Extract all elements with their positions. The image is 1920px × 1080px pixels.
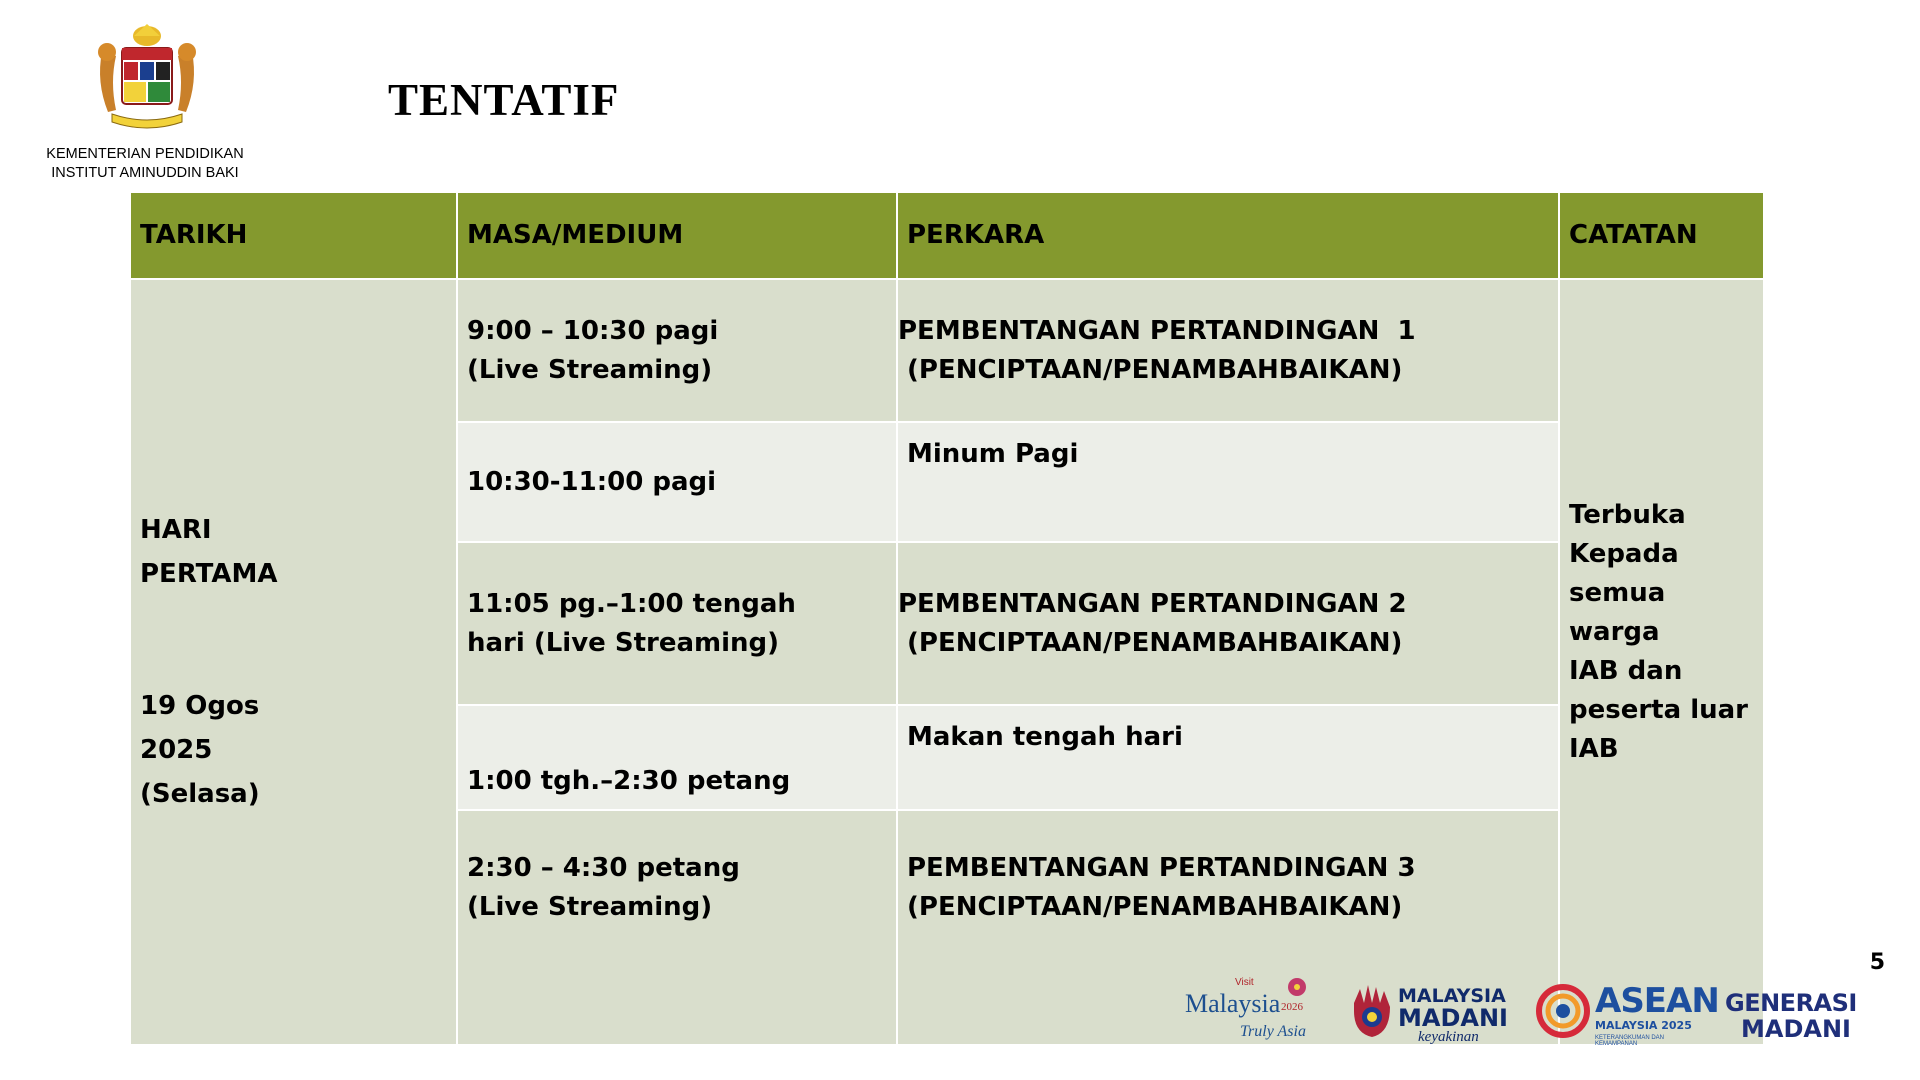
date-cell [130, 279, 457, 1045]
asean-tag-text: KETERANGKUMAN DAN KEMAMPANAN [1595, 1035, 1665, 1047]
item-line: (PENCIPTAAN/PENAMBAHBAIKAN) [898, 627, 1403, 658]
asean-sub-text: MALAYSIA 2025 [1595, 1019, 1692, 1032]
time-line: 1:00 tgh.–2:30 petang [467, 766, 791, 796]
time-line: (Live Streaming) [467, 354, 713, 385]
item-line: PEMBENTANGAN PERTANDINGAN 3 [907, 853, 1416, 883]
item-cell [897, 279, 1559, 422]
page-title: TENTATIF [388, 75, 620, 125]
header-masa-medium: MASA/MEDIUM [457, 192, 897, 279]
notes-cell [1559, 279, 1764, 1045]
asean-swirl-icon [1535, 983, 1591, 1039]
page-number: 5 [1869, 950, 1885, 975]
time-line: (Live Streaming) [467, 892, 713, 922]
item-line: (PENCIPTAAN/PENAMBAHBAIKAN) [907, 892, 1403, 922]
madani-text [1398, 985, 1508, 1032]
notes-line: peserta luar [1569, 694, 1748, 725]
item-cell [897, 705, 1559, 810]
item-line: PEMBENTANGAN PERTANDINGAN 2 [898, 588, 1407, 619]
time-line: 11:05 pg.–1:00 tengah [467, 588, 796, 619]
time-cell [457, 542, 897, 705]
malaysia-text: Malaysia [1185, 989, 1281, 1018]
item-cell [897, 422, 1559, 542]
header-tarikh: TARIKH [130, 192, 457, 279]
ministry-line1: KEMENTERIAN PENDIDIKAN [46, 146, 244, 162]
item-line: (PENCIPTAAN/PENAMBAHBAIKAN) [898, 354, 1403, 385]
header-catatan: CATATAN [1559, 192, 1764, 279]
madani-line2: MADANI [1398, 1004, 1508, 1032]
table-header-row [130, 192, 1764, 279]
visit-malaysia-logo [1185, 975, 1335, 1055]
ministry-name [40, 145, 250, 183]
madani-line1: MALAYSIA [1398, 985, 1506, 1007]
item-cell [897, 542, 1559, 705]
table-row [130, 279, 1764, 422]
date-line: HARI [140, 515, 212, 545]
schedule-table [129, 191, 1765, 1046]
malaysia-madani-logo [1350, 975, 1510, 1055]
hibiscus-icon [1285, 975, 1309, 999]
footer-logos [1185, 975, 1905, 1055]
time-cell [457, 705, 897, 810]
truly-asia-text: Truly Asia [1240, 1023, 1306, 1040]
item-line: PEMBENTANGAN PERTANDINGAN 1 [898, 315, 1416, 346]
asean-text: ASEAN [1595, 981, 1719, 1021]
date-line: 19 Ogos [140, 691, 260, 721]
notes-line: Kepada [1569, 538, 1679, 569]
generasi-text: GENERASI [1725, 989, 1857, 1017]
time-cell [457, 422, 897, 542]
year-text: 2026 [1281, 1001, 1303, 1013]
time-line: 9:00 – 10:30 pagi [467, 315, 719, 346]
notes-line: semua warga [1569, 577, 1666, 647]
generasi-madani-logo [1725, 975, 1890, 1055]
time-line: 10:30-11:00 pagi [467, 466, 717, 497]
generasi-madani-text: MADANI [1741, 1015, 1851, 1043]
madani-hand-icon [1350, 983, 1394, 1039]
date-line: (Selasa) [140, 779, 260, 809]
time-line: 2:30 – 4:30 petang [467, 853, 740, 883]
time-cell [457, 810, 897, 1045]
coat-of-arms-logo [82, 22, 212, 134]
time-cell [457, 279, 897, 422]
item-line: Minum Pagi [907, 439, 1079, 469]
header-perkara: PERKARA [897, 192, 1559, 279]
date-line: PERTAMA [140, 559, 278, 589]
notes-line: IAB dan [1569, 655, 1683, 686]
item-line: Makan tengah hari [907, 722, 1183, 752]
notes-line: Terbuka [1569, 499, 1686, 530]
ministry-line2: INSTITUT AMINUDDIN BAKI [51, 165, 239, 181]
asean-malaysia-logo [1535, 975, 1719, 1055]
date-line: 2025 [140, 735, 213, 765]
keyakinan-text: keyakinan [1418, 1029, 1479, 1045]
time-line: hari (Live Streaming) [467, 627, 779, 658]
visit-text: Visit [1235, 977, 1254, 988]
notes-line: IAB [1569, 733, 1619, 764]
